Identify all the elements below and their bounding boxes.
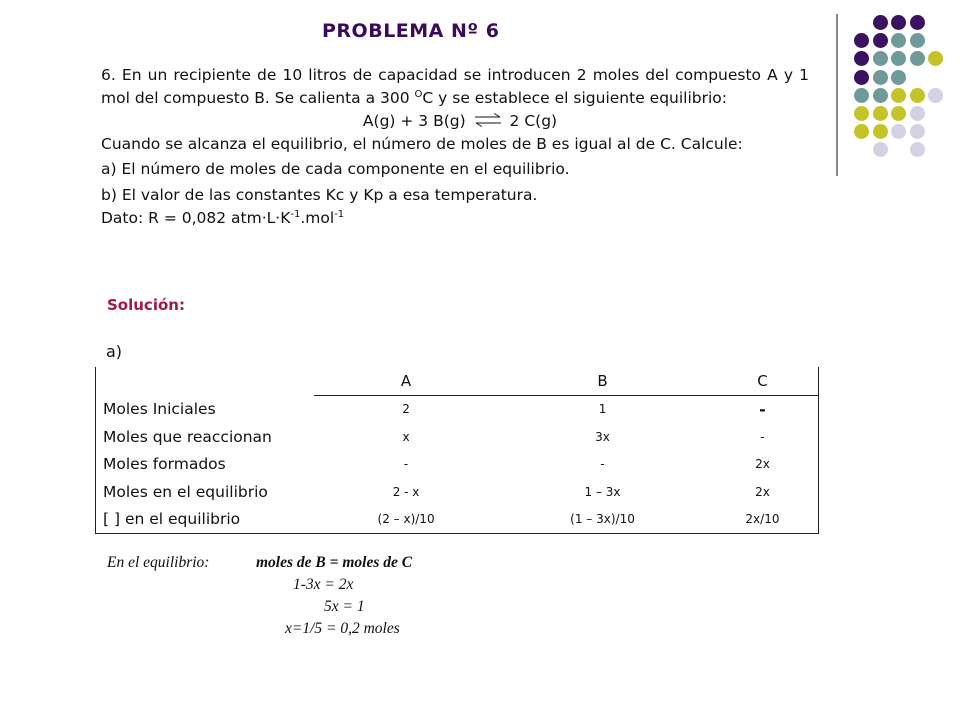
table-row: [96, 395, 819, 423]
decorative-dot: [873, 142, 888, 157]
cell-value: 3x: [595, 429, 610, 444]
decorative-dot: [910, 88, 925, 103]
cell-value: 1: [598, 402, 607, 417]
decorative-dot: [891, 51, 906, 66]
equilibrium-arrows-icon: [473, 112, 503, 128]
dato-line: [101, 207, 809, 230]
table-header-a: A: [314, 367, 498, 395]
reaction-equation: [101, 110, 809, 133]
cell-value: x: [402, 429, 410, 444]
intro-text-continued: C y se establece el siguiente equilibrio:: [422, 89, 727, 107]
work-line-1: 1-3x = 2x: [293, 576, 354, 593]
table-header-row: [96, 367, 819, 395]
table-header-empty: [96, 367, 315, 395]
page-title: PROBLEMA Nº 6: [322, 20, 500, 42]
decorative-dot: [910, 51, 925, 66]
decorative-dot: [910, 142, 925, 157]
decorative-dot: [873, 106, 888, 121]
equation-reactants: A(g) + 3 B(g): [362, 112, 466, 130]
decorative-dot: [891, 106, 906, 121]
decorative-dot: [854, 51, 869, 66]
cell-value: 2x: [755, 457, 770, 472]
problem-intro: [101, 64, 809, 110]
decorative-dot: [928, 51, 943, 66]
part-a-label: a): [106, 342, 123, 361]
question-b: b) El valor de las constantes Kc y Kp a esa temperatura.: [101, 186, 538, 204]
decorative-dot: [910, 124, 925, 139]
solution-heading: Solución:: [107, 296, 185, 314]
decorative-divider: [836, 14, 838, 176]
cell-value: (1 – 3x)/10: [570, 512, 635, 527]
row-label: [ ] en el equilibrio: [103, 510, 241, 529]
ice-table: [95, 367, 819, 534]
table-row: [96, 423, 819, 451]
equation-products: 2 C(g): [509, 112, 558, 130]
decorative-dot: [910, 106, 925, 121]
cell-value: -: [600, 457, 605, 472]
dato-mol: .mol: [300, 209, 335, 227]
row-label: Moles formados: [103, 455, 226, 474]
cell-value: 2x: [755, 484, 770, 499]
work-label: En el equilibrio:: [107, 554, 210, 571]
decorative-dot: [910, 33, 925, 48]
intro-text: 6. En un recipiente de 10 litros de capacidad se introducen 2 moles del compuesto A y 1 mol del compuesto B. Se calienta a 300: [101, 66, 809, 107]
decorative-dot: [854, 88, 869, 103]
cell-value: 2 - x: [392, 484, 420, 499]
table-header-c: C: [707, 367, 819, 395]
decorative-dot: [873, 88, 888, 103]
cell-value: (2 – x)/10: [377, 512, 435, 527]
table-row: [96, 451, 819, 479]
row-label: Moles Iniciales: [103, 400, 216, 418]
decorative-dot: [873, 33, 888, 48]
decorative-dot: [873, 70, 888, 85]
decorative-dot: [910, 15, 925, 30]
decorative-dot: [891, 15, 906, 30]
row-label: Moles que reaccionan: [103, 427, 272, 446]
decorative-dot: [854, 70, 869, 85]
cell-value: 2: [402, 402, 410, 417]
row-label: Moles en el equilibrio: [103, 482, 268, 501]
dato-exponent-1: -1: [290, 208, 301, 220]
question-a: a) El número de moles de cada componente en el equilibrio.: [101, 160, 570, 178]
table-row: [96, 506, 819, 534]
work-line-3: x=1/5 = 0,2 moles: [285, 620, 400, 637]
decorative-dot: [891, 124, 906, 139]
decorative-dot: [891, 70, 906, 85]
decorative-dot: [854, 106, 869, 121]
decorative-dot: [891, 33, 906, 48]
cell-value: -: [760, 429, 765, 444]
decorative-dot: [854, 124, 869, 139]
table-header-b: B: [498, 367, 707, 395]
problem-condition: Cuando se alcanza el equilibrio, el número de moles de B es igual al de C. Calcule:: [101, 135, 743, 153]
cell-value: -: [403, 457, 409, 472]
cell-value: 2x/10: [745, 512, 780, 527]
dato-text: Dato: R = 0,082 atm·L·K: [101, 209, 291, 227]
decorative-dot: [873, 51, 888, 66]
dato-exponent-2: -1: [334, 208, 345, 220]
cell-value: 1 – 3x: [584, 484, 621, 499]
problem-statement: [101, 64, 809, 230]
decorative-dot: [854, 33, 869, 48]
decorative-dot: [928, 88, 943, 103]
degree-mark: O: [414, 88, 423, 100]
work-condition: moles de B = moles de C: [256, 554, 413, 571]
decorative-dot: [891, 88, 906, 103]
work-line-2: 5x = 1: [324, 598, 365, 615]
decorative-dot: [873, 124, 888, 139]
decorative-dot: [873, 15, 888, 30]
table-row: [96, 478, 819, 506]
cell-value: -: [759, 399, 766, 419]
